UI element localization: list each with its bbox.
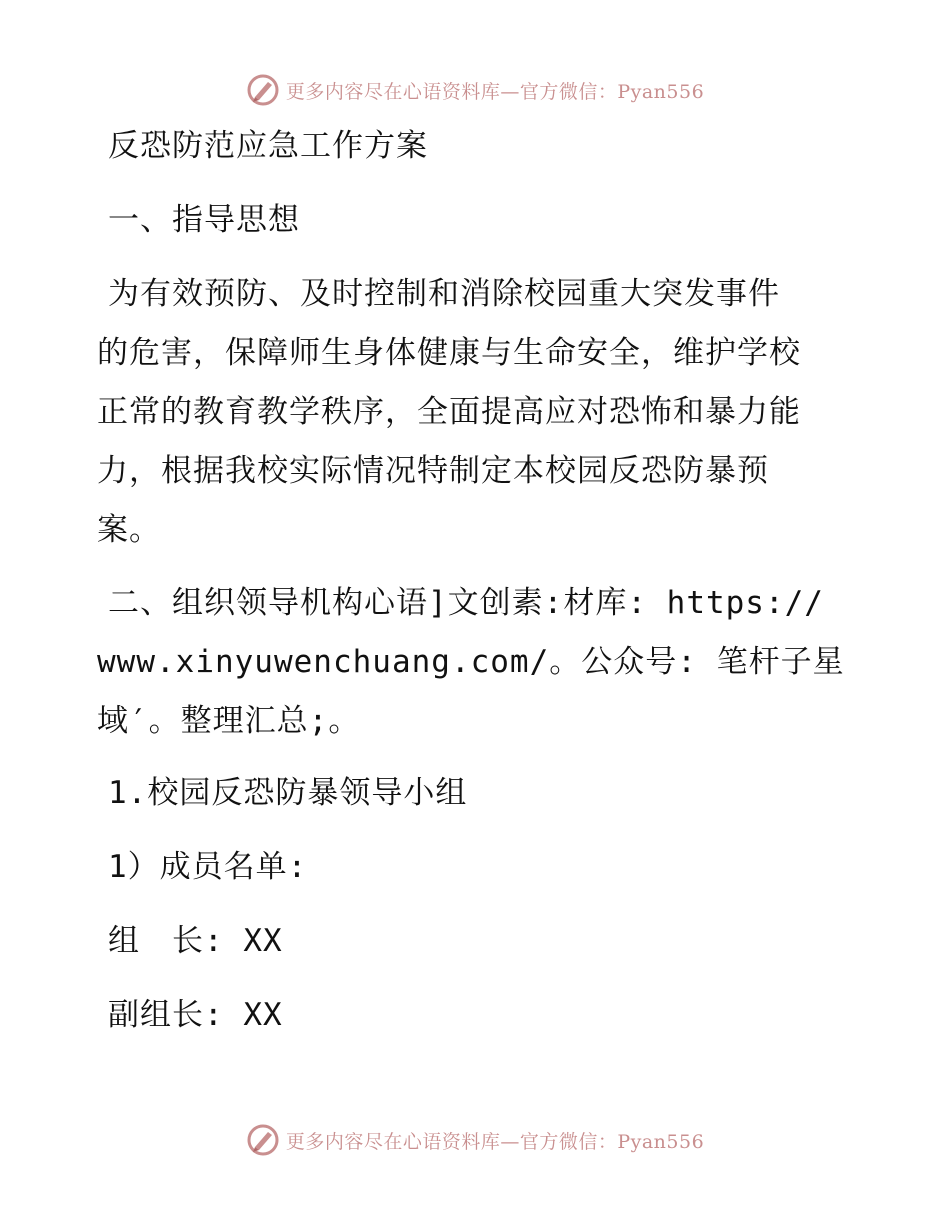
section1-body-line: 案。 — [97, 512, 161, 548]
section2-heading-line: www.xinyuwenchuang.com/。公众号: 笔杆子星 — [97, 644, 845, 680]
subsection1-heading: 1.校园反恐防暴领导小组 — [108, 775, 468, 811]
pen-logo-icon — [246, 1123, 280, 1157]
section2-heading-line: 二、组织领导机构心语]文创素:材库: https:// — [108, 585, 824, 621]
section1-body-line: 力，根据我校实际情况特制定本校园反恐防暴预 — [97, 453, 769, 489]
header-banner — [0, 70, 950, 110]
document-title: 反恐防范应急工作方案 — [108, 128, 428, 164]
leader-line: 组 长: XX — [108, 923, 283, 959]
pen-logo-icon — [246, 73, 280, 107]
deputy-leader-line: 副组长: XX — [108, 997, 283, 1033]
footer-banner-text: 更多内容尽在心语资料库—官方微信：Pyan556 — [285, 1130, 705, 1153]
section1-body-line: 正常的教育教学秩序，全面提高应对恐怖和暴力能 — [97, 394, 801, 430]
section1-body-line: 为有效预防、及时控制和消除校园重大突发事件 — [108, 276, 780, 312]
header-banner-text: 更多内容尽在心语资料库—官方微信：Pyan556 — [285, 80, 705, 103]
section2-heading-line: 域′。整理汇总;。 — [97, 703, 361, 739]
section1-body-line: 的危害，保障师生身体健康与生命安全，维护学校 — [97, 335, 801, 371]
members-heading: 1）成员名单: — [108, 849, 308, 885]
footer-banner — [0, 1120, 950, 1160]
section1-heading: 一、指导思想 — [108, 202, 300, 238]
